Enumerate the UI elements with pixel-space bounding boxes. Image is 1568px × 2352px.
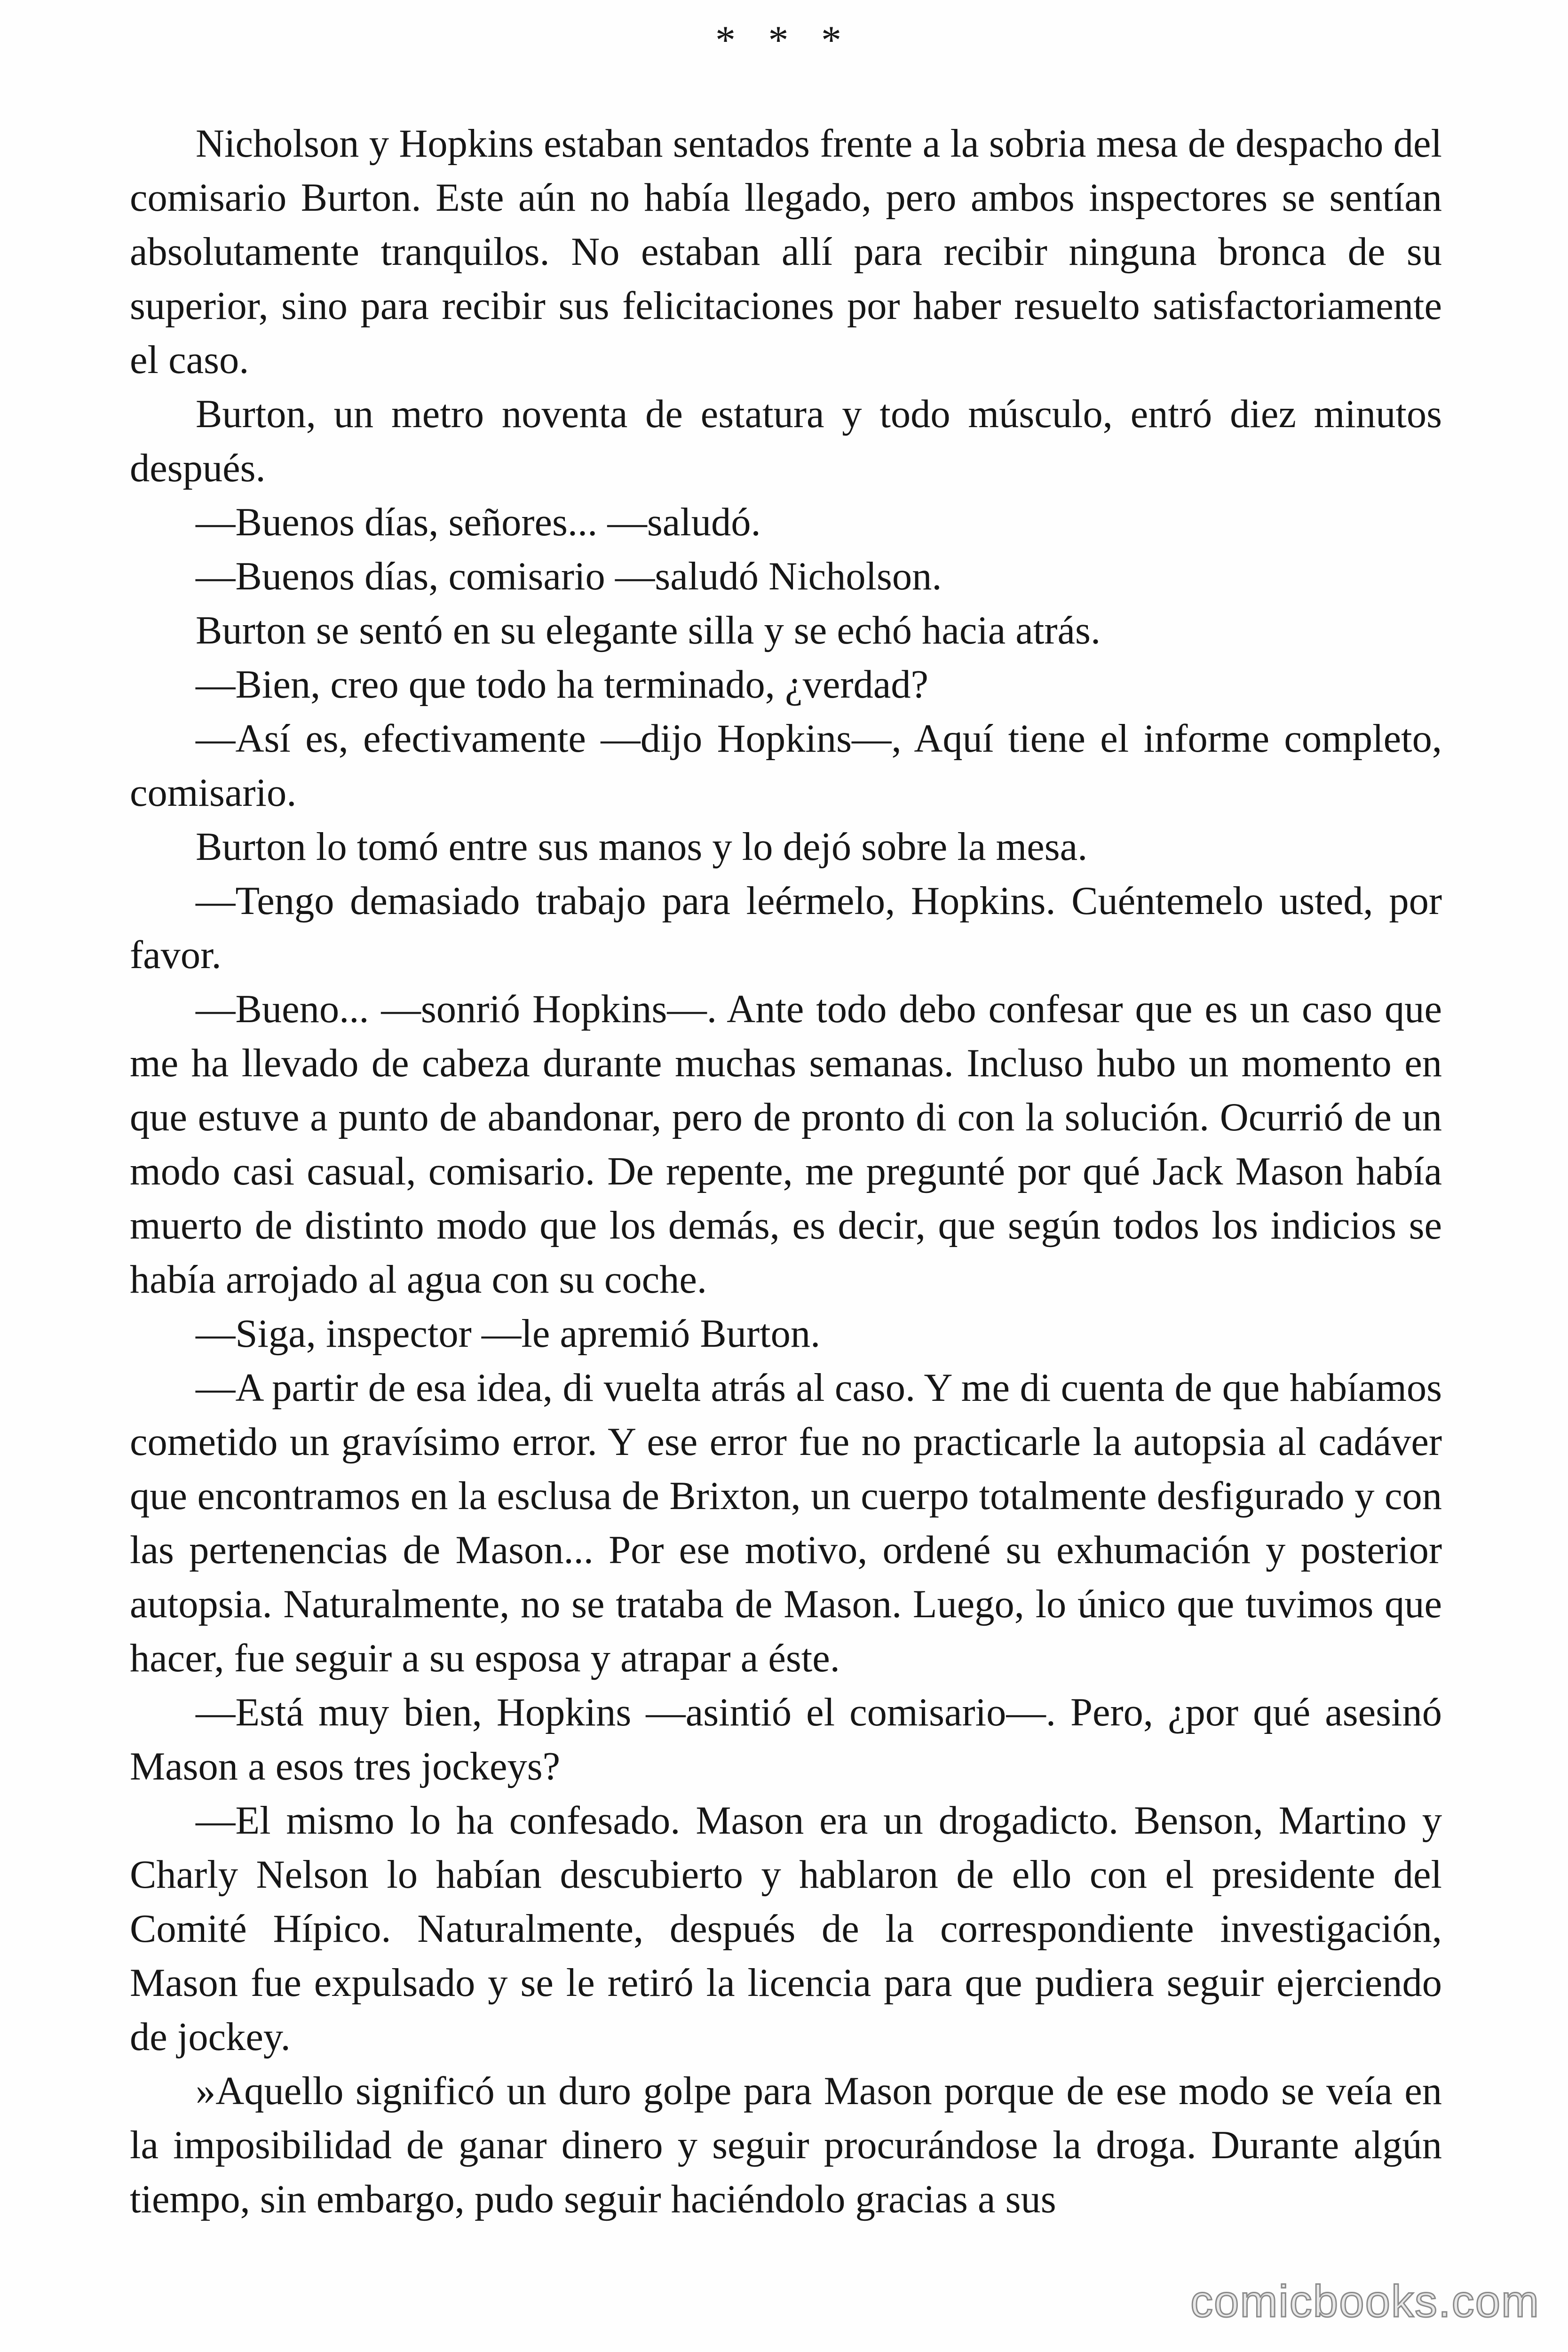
paragraph-10: —Bueno... —sonrió Hopkins—. Ante todo debo confesar que es un caso que me ha llevado de cabeza durante muchas semanas. Incluso hubo un momento en que estuve a punto de abandonar, pero de pronto di con la solución. Ocurrió de un modo casi casual, comisario. De repente, me pregunté por qué Jack Mason había muerto de distinto modo que los demás, es decir, que según todos los indicios se había arrojado al agua con su coche.	[130, 987, 1442, 1302]
paragraph-9: —Tengo demasiado trabajo para leérmelo, Hopkins. Cuéntemelo usted, por favor.	[130, 879, 1442, 977]
paragraph-11: —Siga, inspector —le apremió Burton.	[196, 1312, 821, 1356]
paragraph-12: —A partir de esa idea, di vuelta atrás al caso. Y me di cuenta de que habíamos cometido un gravísimo error. Y ese error fue no practicarle la autopsia al cadáver que encontramos en la esclusa de Brixton, un cuerpo totalmente desfigurado y con las pertenencias de Mason... Por ese motivo, ordené su exhumación y posterior autopsia. Naturalmente, no se trataba de Mason. Luego, lo único que tuvimos que hacer, fue seguir a su esposa y atrapar a éste.	[130, 1366, 1442, 1680]
scene-separator: * * *	[715, 17, 853, 63]
site-watermark: comicbooks.com	[1190, 2276, 1540, 2327]
paragraph-15: »Aquello significó un duro golpe para Mason porque de ese modo se veía en la imposibilidad de ganar dinero y seguir procurándose la droga. Durante algún tiempo, sin embargo, pudo seguir haciéndolo gracias a sus	[130, 2069, 1442, 2221]
paragraph-5: Burton se sentó en su elegante silla y se echó hacia atrás.	[196, 609, 1101, 652]
paragraph-3: —Buenos días, señores... —saludó.	[196, 501, 761, 544]
paragraph-1: Nicholson y Hopkins estaban sentados frente a la sobria mesa de despacho del comisario Burton. Este aún no había llegado, pero ambos inspectores se sentían absolutamente tranquilos. No estaban allí para recibir ninguna bronca de su superior, sino para recibir sus felicitaciones por haber resuelto satisfactoriamente el caso.	[130, 122, 1442, 382]
paragraph-4: —Buenos días, comisario —saludó Nicholson.	[196, 555, 942, 598]
paragraph-13: —Está muy bien, Hopkins —asintió el comisario—. Pero, ¿por qué asesinó Mason a esos tres jockeys?	[130, 1691, 1442, 1788]
paragraph-8: Burton lo tomó entre sus manos y lo dejó sobre la mesa.	[196, 825, 1088, 869]
page-body-text	[130, 117, 1442, 2226]
paragraph-2: Burton, un metro noventa de estatura y todo músculo, entró diez minutos después.	[130, 392, 1442, 490]
paragraph-7: —Así es, efectivamente —dijo Hopkins—, Aquí tiene el informe completo, comisario.	[130, 717, 1442, 815]
paragraph-6: —Bien, creo que todo ha terminado, ¿verdad?	[196, 663, 928, 707]
paragraph-14: —El mismo lo ha confesado. Mason era un drogadicto. Benson, Martino y Charly Nelson lo habían descubierto y hablaron de ello con el presidente del Comité Hípico. Naturalmente, después de la correspondiente investigación, Mason fue expulsado y se le retiró la licencia para que pudiera seguir ejerciendo de jockey.	[130, 1799, 1442, 2059]
